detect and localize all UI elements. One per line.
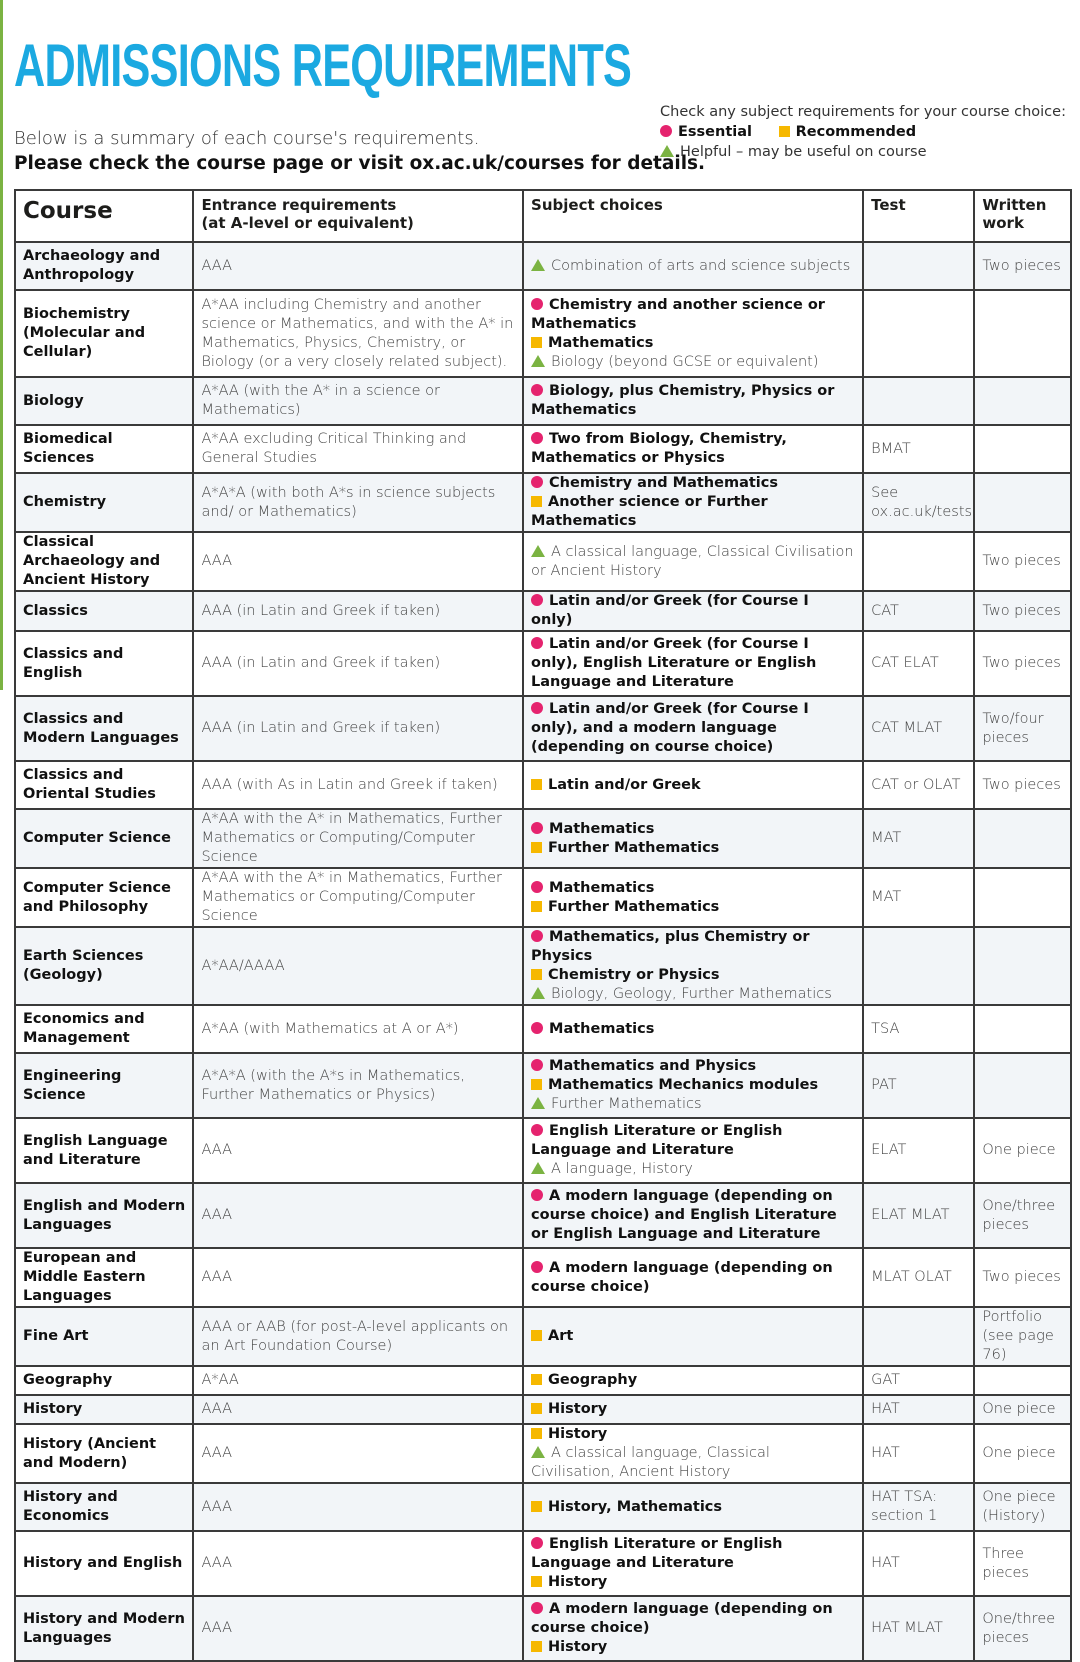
essential-dot-icon [531,881,543,893]
test-cell: HAT MLAT [863,1596,974,1661]
header-entrance [193,190,523,242]
test-cell: HAT [863,1395,974,1424]
course-cell: History and English [15,1531,193,1596]
essential-dot-icon [531,1022,543,1034]
table-row [15,1248,1071,1307]
subjects-cell [523,696,863,761]
essential-dot-icon [531,432,543,444]
course-cell: Geography [15,1366,193,1395]
entrance-cell: A*A*A (with both A*s in science subjects and/ or Mathematics) [193,473,523,532]
course-cell: European and Middle Eastern Languages [15,1248,193,1307]
table-row [15,1005,1071,1053]
entrance-cell: AAA [193,1118,523,1183]
subjects-cell [523,868,863,927]
subject-recommended [531,1638,855,1657]
essential-dot-icon [531,298,543,310]
subject-essential [531,592,855,630]
subject-text: A classical language, Classical Civilisation or Ancient History [531,543,854,579]
course-cell: History [15,1395,193,1424]
test-cell: TSA [863,1005,974,1053]
course-cell: Fine Art [15,1307,193,1366]
written-work-cell [974,425,1071,473]
written-work-cell: One piece (History) [974,1483,1071,1531]
subject-text: Two from Biology, Chemistry, Mathematics or Physics [531,431,787,466]
course-cell: Engineering Science [15,1053,193,1118]
table-row [15,868,1071,927]
subject-essential [531,1535,855,1573]
written-work-cell: Two/four pieces [974,696,1071,761]
subjects-cell [523,1395,863,1424]
course-cell: Archaeology and Anthropology [15,242,193,290]
subject-text: Chemistry or Physics [548,967,720,983]
subject-text: Latin and/or Greek (for Course I only), English Literature or English Language and Literature [531,636,817,690]
written-work-cell: Two pieces [974,1248,1071,1307]
recommended-square-icon [531,1403,542,1414]
table-row [15,290,1071,377]
helpful-triangle-icon [531,259,545,271]
essential-dot-icon [531,1059,543,1071]
subject-recommended [531,839,855,858]
course-cell: Biomedical Sciences [15,425,193,473]
requirements-table [14,189,1072,1662]
subject-recommended [531,1498,855,1517]
intro-summary: Below is a summary of each course's requirements. [14,128,480,149]
written-work-cell: One/three pieces [974,1183,1071,1248]
course-cell: Biochemistry (Molecular and Cellular) [15,290,193,377]
subject-recommended [531,1371,855,1390]
subjects-cell [523,631,863,696]
subject-helpful [531,1160,855,1179]
header-test: Test [863,190,974,242]
entrance-cell: AAA [193,1395,523,1424]
recommended-square-icon [531,901,542,912]
written-work-cell [974,1053,1071,1118]
essential-dot-icon [531,1261,543,1273]
recommended-square-icon [531,969,542,980]
test-cell: BMAT [863,425,974,473]
entrance-cell: AAA [193,1483,523,1531]
essential-dot-icon [531,476,543,488]
subjects-cell [523,290,863,377]
subjects-cell [523,927,863,1005]
subject-essential [531,1057,855,1076]
subject-text: Biology, plus Chemistry, Physics or Mathematics [531,383,835,418]
legend-helpful: Helpful – may be useful on course [680,144,927,160]
subject-text: Mathematics [549,879,655,896]
subject-text: A modern language (depending on course choice) [531,1601,833,1636]
entrance-cell: A*AA excluding Critical Thinking and General Studies [193,425,523,473]
subject-text: A modern language (depending on course choice) [531,1259,833,1295]
subject-text: History [548,1401,608,1417]
written-work-cell: Two pieces [974,242,1071,290]
essential-dot-icon [531,702,543,714]
legend-essential: Essential [678,124,752,140]
subject-recommended [531,334,855,353]
subject-essential [531,474,855,493]
header-entrance-label: Entrance requirements [201,196,397,214]
subject-text: Further Mathematics [551,1096,702,1112]
subject-text: Latin and/or Greek [548,776,701,793]
written-work-cell: One piece [974,1424,1071,1483]
subjects-cell [523,1005,863,1053]
legend-heading: Check any subject requirements for your course choice: [660,104,1066,120]
table-row [15,591,1071,631]
test-cell: CAT MLAT [863,696,974,761]
subject-helpful [531,1444,855,1482]
course-cell: Classics and Modern Languages [15,696,193,761]
written-work-cell [974,473,1071,532]
subject-helpful [531,985,855,1004]
test-cell: ELAT [863,1118,974,1183]
recommended-square-icon [531,1079,542,1090]
test-cell: GAT [863,1366,974,1395]
subject-text: Biology, Geology, Further Mathematics [551,986,832,1002]
table-row [15,1531,1071,1596]
course-cell: English Language and Literature [15,1118,193,1183]
subject-text: Art [548,1328,574,1344]
subject-essential [531,635,855,692]
subjects-cell [523,1248,863,1307]
test-cell [863,377,974,425]
entrance-cell: A*AA (with Mathematics at A or A*) [193,1005,523,1053]
subject-essential [531,879,855,898]
subjects-cell [523,1053,863,1118]
legend-key [660,102,1066,162]
table-row [15,1395,1071,1424]
entrance-cell: AAA [193,1424,523,1483]
test-cell [863,927,974,1005]
intro [14,128,705,178]
entrance-cell: AAA (in Latin and Greek if taken) [193,591,523,631]
subject-essential [531,700,855,757]
recommended-square-icon [531,337,542,348]
subject-essential [531,1600,855,1638]
subjects-cell [523,809,863,868]
header-subjects: Subject choices [523,190,863,242]
essential-dot-icon [531,1537,543,1549]
helpful-triangle-icon [531,987,545,999]
course-cell: History (Ancient and Modern) [15,1424,193,1483]
entrance-cell: AAA [193,242,523,290]
header-written: Written work [974,190,1071,242]
recommended-square-icon [531,842,542,853]
essential-dot-icon [531,594,543,606]
subject-recommended [531,776,855,795]
written-work-cell: Portfolio (see page 76) [974,1307,1071,1366]
table-row [15,1483,1071,1531]
subjects-cell [523,532,863,591]
written-work-cell: One/three pieces [974,1596,1071,1661]
entrance-cell: A*AA with the A* in Mathematics, Further Mathematics or Computing/Computer Science [193,868,523,927]
entrance-cell: A*AA/AAAA [193,927,523,1005]
entrance-cell: A*AA with the A* in Mathematics, Further Mathematics or Computing/Computer Science [193,809,523,868]
subject-text: History [548,1639,608,1655]
test-cell: HAT [863,1531,974,1596]
header-course: Course [15,190,193,242]
entrance-cell: A*AA including Chemistry and another science or Mathematics, and with the A* in Mathematics, Physics, Chemistry, or Biology (or a very closely related subject). [193,290,523,377]
helpful-triangle-icon [531,1446,545,1458]
subject-helpful [531,353,855,372]
test-cell [863,290,974,377]
table-row [15,927,1071,1005]
subjects-cell [523,1596,863,1661]
subjects-cell [523,1424,863,1483]
course-cell: Earth Sciences (Geology) [15,927,193,1005]
essential-dot-icon [531,1124,543,1136]
subject-essential [531,382,855,420]
subjects-cell [523,591,863,631]
subject-essential [531,1020,855,1039]
subject-text: English Literature or English Language and Literature [531,1123,783,1158]
recommended-square-icon [779,126,790,137]
subject-text: Further Mathematics [548,898,720,915]
written-work-cell: Two pieces [974,591,1071,631]
subject-text: Combination of arts and science subjects [551,257,851,274]
written-work-cell [974,868,1071,927]
subject-essential [531,430,855,468]
course-cell: Economics and Management [15,1005,193,1053]
subject-text: Chemistry and another science or Mathematics [531,296,825,332]
intro-instruction: Please check the course page or visit ox.ac.uk/courses for details. [14,153,706,174]
helpful-triangle-icon [660,145,674,157]
written-work-cell: One piece [974,1118,1071,1183]
table-row [15,809,1071,868]
table-row [15,377,1071,425]
subjects-cell [523,1483,863,1531]
recommended-square-icon [531,496,542,507]
test-cell: MAT [863,868,974,927]
helpful-triangle-icon [531,355,545,367]
entrance-cell: AAA or AAB (for post-A-level applicants on an Art Foundation Course) [193,1307,523,1366]
entrance-cell: AAA (with As in Latin and Greek if taken) [193,761,523,809]
subjects-cell [523,1366,863,1395]
table-row [15,532,1071,591]
subject-text: Mathematics [548,334,654,351]
table-header-row [15,190,1071,242]
table-row [15,631,1071,696]
subject-essential [531,296,855,334]
written-work-cell: Two pieces [974,761,1071,809]
subject-text: Mathematics and Physics [549,1058,757,1074]
test-cell: PAT [863,1053,974,1118]
subject-recommended [531,966,855,985]
entrance-cell: AAA (in Latin and Greek if taken) [193,631,523,696]
table-row [15,425,1071,473]
page-title: ADMISSIONS REQUIREMENTS [14,32,632,99]
subject-recommended [531,1400,855,1419]
test-cell [863,532,974,591]
subjects-cell [523,242,863,290]
essential-dot-icon [531,637,543,649]
recommended-square-icon [531,1641,542,1652]
subject-text: Mathematics [549,1020,655,1037]
entrance-cell: AAA [193,1248,523,1307]
written-work-cell [974,1005,1071,1053]
table-row [15,1366,1071,1395]
course-cell: Classical Archaeology and Ancient History [15,532,193,591]
subject-recommended [531,1327,855,1346]
entrance-cell: AAA [193,1183,523,1248]
subject-text: History [548,1426,608,1442]
subjects-cell [523,1118,863,1183]
test-cell [863,1307,974,1366]
subject-text: Mathematics Mechanics modules [548,1077,819,1093]
subject-text: Mathematics, plus Chemistry or Physics [531,929,810,964]
recommended-square-icon [531,1428,542,1439]
table-row [15,1307,1071,1366]
subject-recommended [531,1076,855,1095]
course-cell: Classics [15,591,193,631]
recommended-square-icon [531,1374,542,1385]
entrance-cell: A*AA [193,1366,523,1395]
subject-text: History, Mathematics [548,1498,723,1515]
subjects-cell [523,761,863,809]
entrance-cell: AAA [193,532,523,591]
subject-text: History [548,1574,608,1590]
subject-text: Latin and/or Greek (for Course I only), and a modern language (depending on course choice) [531,701,809,755]
helpful-triangle-icon [531,545,545,557]
entrance-cell: AAA [193,1596,523,1661]
subject-text: Further Mathematics [548,839,720,856]
essential-dot-icon [531,384,543,396]
table-row [15,696,1071,761]
test-cell: CAT or OLAT [863,761,974,809]
subject-essential [531,1187,855,1244]
subject-text: Geography [548,1372,638,1388]
written-work-cell [974,1366,1071,1395]
subject-text: Chemistry and Mathematics [549,475,778,491]
subject-helpful [531,543,855,581]
header-entrance-sub: (at A-level or equivalent) [201,214,414,232]
subject-recommended [531,1425,855,1444]
course-cell: History and Economics [15,1483,193,1531]
subjects-cell [523,1307,863,1366]
recommended-square-icon [531,779,542,790]
subject-text: English Literature or English Language and Literature [531,1536,783,1571]
test-cell: ELAT MLAT [863,1183,974,1248]
course-cell: Classics and Oriental Studies [15,761,193,809]
subjects-cell [523,473,863,532]
course-cell: Computer Science [15,809,193,868]
subject-text: Another science or Further Mathematics [531,494,768,529]
subject-essential [531,928,855,966]
written-work-cell [974,927,1071,1005]
subjects-cell [523,1183,863,1248]
entrance-cell: AAA [193,1531,523,1596]
subject-text: A classical language, Classical Civilisation, Ancient History [531,1445,770,1480]
subject-helpful [531,257,855,276]
recommended-square-icon [531,1330,542,1341]
subject-essential [531,1122,855,1160]
written-work-cell: One piece [974,1395,1071,1424]
table-row [15,761,1071,809]
course-cell: Chemistry [15,473,193,532]
course-cell: Classics and English [15,631,193,696]
written-work-cell: Three pieces [974,1531,1071,1596]
subject-text: Mathematics [549,820,655,837]
entrance-cell: A*AA (with the A* in a science or Mathematics) [193,377,523,425]
subject-recommended [531,898,855,917]
subject-essential [531,820,855,839]
helpful-triangle-icon [531,1162,545,1174]
table-row [15,473,1071,532]
essential-dot-icon [531,930,543,942]
subject-recommended [531,493,855,531]
test-cell: MAT [863,809,974,868]
table-row [15,1118,1071,1183]
test-cell: HAT [863,1424,974,1483]
course-cell: English and Modern Languages [15,1183,193,1248]
recommended-square-icon [531,1576,542,1587]
table-row [15,1424,1071,1483]
subject-essential [531,1259,855,1297]
test-cell: HAT TSA: section 1 [863,1483,974,1531]
written-work-cell [974,809,1071,868]
subject-helpful [531,1095,855,1114]
test-cell [863,242,974,290]
table-row [15,1183,1071,1248]
test-cell: MLAT OLAT [863,1248,974,1307]
table-row [15,242,1071,290]
helpful-triangle-icon [531,1097,545,1109]
entrance-cell: A*A*A (with the A*s in Mathematics, Further Mathematics or Physics) [193,1053,523,1118]
essential-dot-icon [531,1602,543,1614]
essential-dot-icon [531,1189,543,1201]
test-cell: See ox.ac.uk/tests [863,473,974,532]
course-cell: Computer Science and Philosophy [15,868,193,927]
entrance-cell: AAA (in Latin and Greek if taken) [193,696,523,761]
course-cell: Biology [15,377,193,425]
subject-recommended [531,1573,855,1592]
legend-recommended: Recommended [795,124,917,140]
subjects-cell [523,425,863,473]
subject-text: Latin and/or Greek (for Course I only) [531,593,809,628]
written-work-cell: Two pieces [974,532,1071,591]
subject-text: Biology (beyond GCSE or equivalent) [551,353,819,370]
essential-dot-icon [531,822,543,834]
subjects-cell [523,1531,863,1596]
test-cell: CAT [863,591,974,631]
written-work-cell [974,290,1071,377]
test-cell: CAT ELAT [863,631,974,696]
written-work-cell [974,377,1071,425]
course-cell: History and Modern Languages [15,1596,193,1661]
subject-text: A language, History [551,1161,693,1177]
essential-dot-icon [660,125,672,137]
written-work-cell: Two pieces [974,631,1071,696]
table-row [15,1053,1071,1118]
subjects-cell [523,377,863,425]
table-row [15,1596,1071,1661]
recommended-square-icon [531,1501,542,1512]
left-accent-rule [0,0,3,690]
subject-text: A modern language (depending on course choice) and English Literature or English Language and Literature [531,1188,837,1242]
